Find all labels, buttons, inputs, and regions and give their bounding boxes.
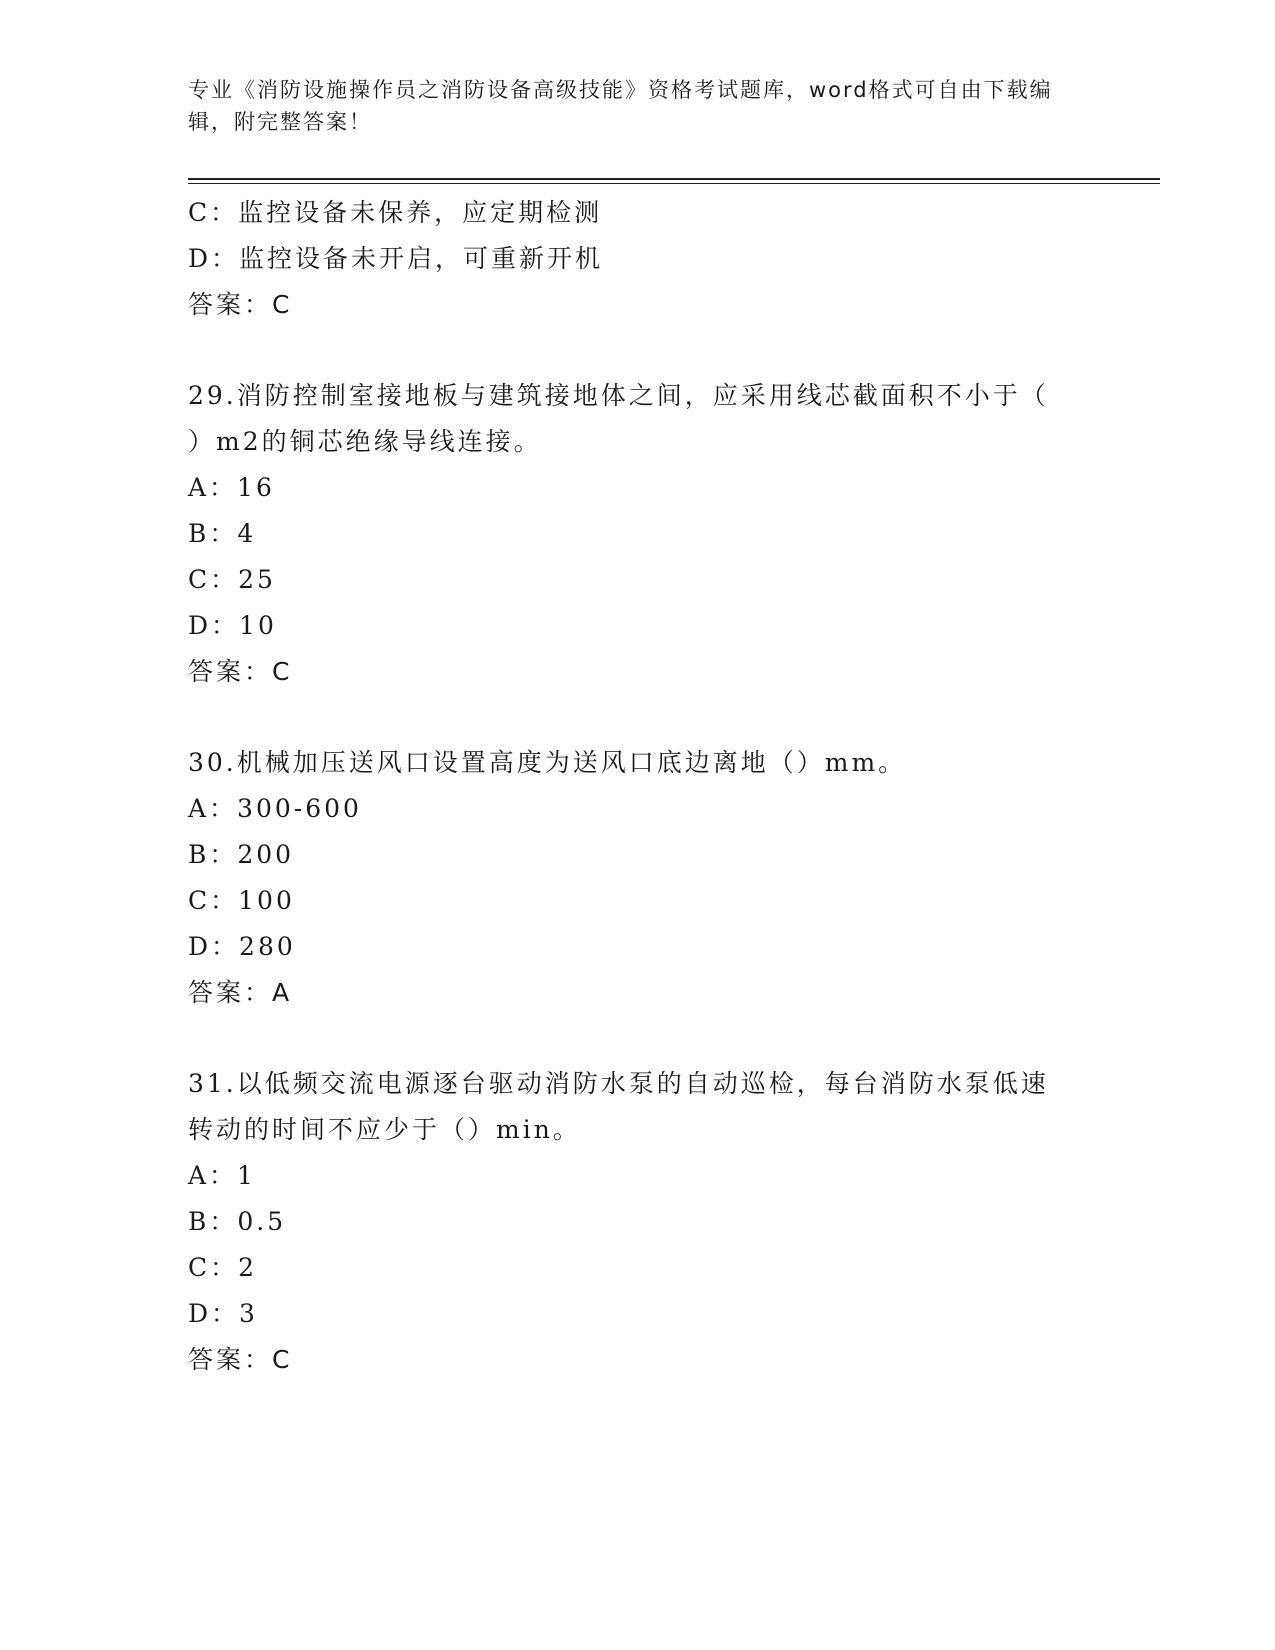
option-b: B：200 (188, 840, 295, 869)
answer-text: 答案：C (188, 290, 293, 319)
option-d: D：280 (188, 932, 296, 961)
question-text-line-1: 29.消防控制室接地板与建筑接地体之间，应采用线芯截面积不小于（ (188, 381, 1049, 410)
question-block-30 (188, 740, 1088, 1016)
question-block-31 (188, 1061, 1088, 1383)
document-header (188, 74, 1068, 138)
option-b: B：4 (188, 519, 257, 548)
option-c: C：25 (188, 565, 276, 594)
option-d: D：10 (188, 611, 277, 640)
question-block-prev (188, 190, 1088, 328)
option-d: D：3 (188, 1299, 258, 1328)
option-d: D：监控设备未开启，可重新开机 (188, 244, 604, 273)
option-c: C：监控设备未保养，应定期检测 (188, 198, 603, 227)
header-divider-thick (188, 178, 1160, 180)
question-text-line-1: 30.机械加压送风口设置高度为送风口底边离地（）mm。 (188, 748, 907, 777)
answer-text: 答案：A (188, 978, 293, 1007)
question-text-line-2: 转动的时间不应少于（）min。 (188, 1115, 581, 1144)
header-divider-thin (188, 183, 1160, 184)
option-c: C：100 (188, 886, 295, 915)
question-list (188, 190, 1088, 1383)
answer-text: 答案：C (188, 657, 293, 686)
option-a: A：16 (188, 473, 275, 502)
option-a: A：1 (188, 1161, 256, 1190)
answer-text: 答案：C (188, 1345, 293, 1374)
option-a: A：300-600 (188, 794, 362, 823)
option-c: C：2 (188, 1253, 258, 1282)
option-b: B：0.5 (188, 1207, 287, 1236)
question-block-29 (188, 373, 1088, 695)
question-text-line-2: ）m2的铜芯绝缘导线连接。 (188, 427, 542, 456)
question-text-line-1: 31.以低频交流电源逐台驱动消防水泵的自动巡检，每台消防水泵低速 (188, 1069, 1049, 1098)
header-text: 专业《消防设施操作员之消防设备高级技能》资格考试题库，word格式可自由下载编辑，附完整答案！ (188, 78, 1053, 134)
